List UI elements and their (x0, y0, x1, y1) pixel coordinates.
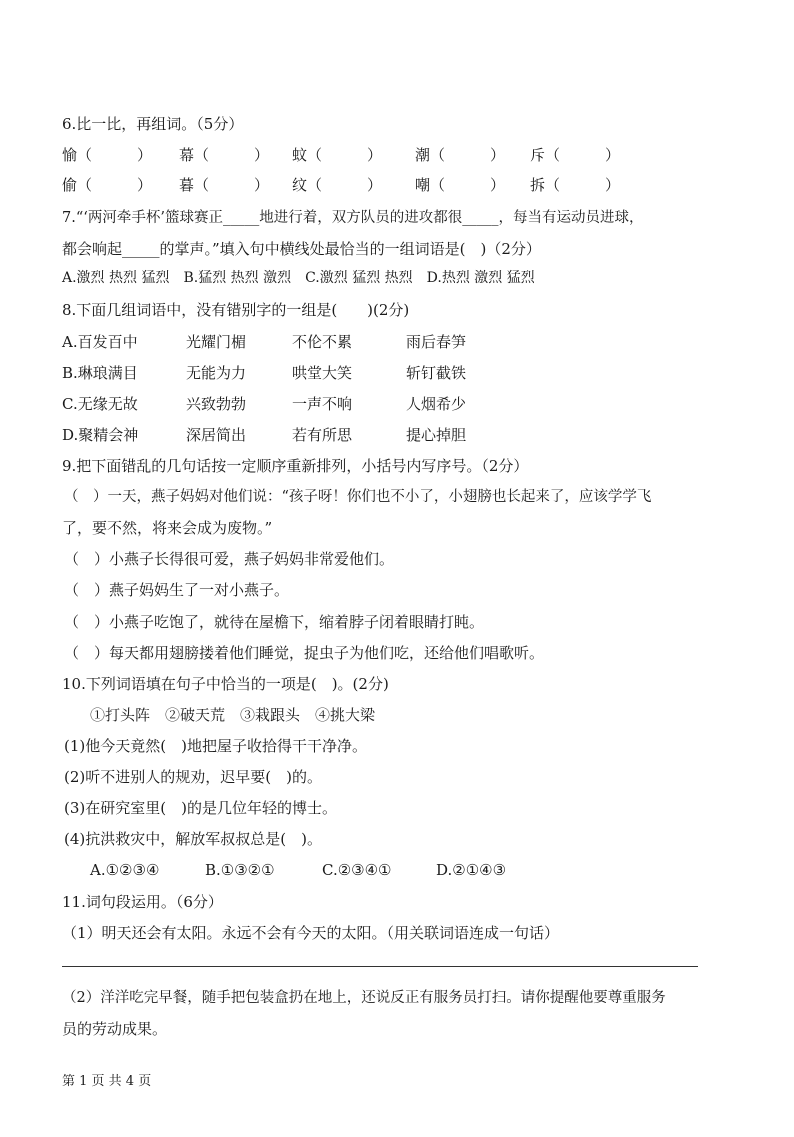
q10-option: C.②③④① (322, 861, 392, 879)
q9-sentence-2: （ ）小燕子长得很可爱，燕子妈妈非常爱他们。 (64, 550, 395, 568)
q7-line-2: 都会响起_____的掌声。”填入句中横线处最恰当的一组词语是( )（2分） (62, 240, 541, 258)
q9-title: 9.把下面错乱的几句话按一定顺序重新排列，小括号内写序号。（2分） (62, 457, 529, 475)
q11-part-1: （1）明天还会有太阳。永远不会有今天的太阳。（用关联词语连成一句话） (62, 924, 560, 942)
q8-word: 深居简出 (186, 426, 247, 444)
q6-cell: 偷（ ） (62, 176, 153, 194)
q10-sentence-1: (1)他今天竟然( )地把屋子收拾得干干净净。 (64, 737, 367, 755)
q6-cell: 嘲（ ） (415, 176, 506, 194)
q8-word: 哄堂大笑 (292, 364, 353, 382)
q10-sentence-2: (2)听不进别人的规劝，迟早要( )的。 (64, 768, 322, 786)
q6-cell: 潮（ ） (415, 146, 506, 164)
q11-part-2b: 员的劳动成果。 (62, 1020, 168, 1038)
q8-word: 提心掉胆 (406, 426, 467, 444)
q10-option: B.①③②① (205, 861, 275, 879)
q8-word: 无能为力 (186, 364, 247, 382)
q8-word: B.琳琅满目 (62, 364, 138, 382)
q9-sentence-1b: 了，要不然，将来会成为废物。” (62, 519, 273, 537)
q10-sentence-4: (4)抗洪救灾中，解放军叔叔总是( )。 (64, 830, 322, 848)
q10-title: 10.下列词语填在句子中恰当的一项是( )。(2分) (62, 675, 389, 693)
answer-line (62, 966, 698, 967)
q10-sentence-3: (3)在研究室里( )的是几位年轻的博士。 (64, 799, 337, 817)
q8-word: A.百发百中 (62, 333, 138, 351)
q6-title: 6.比一比，再组词。（5分） (62, 115, 244, 133)
q8-word: D.聚精会神 (62, 426, 139, 444)
q9-sentence-4: （ ）小燕子吃饱了，就待在屋檐下，缩着脖子闭着眼睛打盹。 (64, 613, 485, 631)
q6-cell: 幕（ ） (179, 146, 270, 164)
q6-cell: 拆（ ） (530, 176, 621, 194)
q9-sentence-1a: （ ）一天，燕子妈妈对他们说：“孩子呀！你们也不小了，小翅膀也长起来了，应该学学飞 (64, 489, 652, 505)
q11-part-2a: （2）洋洋吃完早餐，随手把包装盒扔在地上，还说反正有服务员打扫。请你提醒他要尊重服务 (62, 990, 666, 1006)
q6-cell: 纹（ ） (292, 176, 383, 194)
q9-sentence-3: （ ）燕子妈妈生了一对小燕子。 (64, 581, 290, 599)
q8-word: C.无缘无故 (62, 395, 138, 413)
q8-word: 人烟希少 (406, 395, 467, 413)
q8-word: 兴致勃勃 (186, 395, 247, 413)
q6-cell: 蚊（ ） (292, 146, 383, 164)
q7-options: A.激烈 热烈 猛烈 B.猛烈 热烈 激烈 C.激烈 猛烈 热烈 D.热烈 激烈 猛烈 (62, 270, 535, 286)
q7-line-1: 7.“‘两河牵手杯’篮球赛正_____地进行着，双方队员的进攻都很_____，每当有运动员进球， (62, 210, 644, 226)
q9-sentence-5: （ ）每天都用翅膀搂着他们睡觉，捉虫子为他们吃，还给他们唱歌听。 (64, 644, 545, 662)
q10-option: D.②①④③ (436, 861, 507, 879)
q8-word: 若有所思 (292, 426, 353, 444)
q8-title: 8.下面几组词语中，没有错别字的一组是( )(2分) (62, 301, 410, 319)
q8-word: 斩钉截铁 (406, 364, 467, 382)
q8-word: 光耀门楣 (186, 333, 247, 351)
q8-word: 雨后春笋 (406, 333, 467, 351)
q8-word: 不伦不累 (292, 333, 353, 351)
q6-cell: 愉（ ） (62, 146, 153, 164)
q10-words: ①打头阵 ②破天荒 ③栽跟头 ④挑大梁 (90, 706, 376, 724)
q10-option: A.①②③④ (90, 861, 160, 879)
q11-title: 11.词句段运用。（6分） (62, 893, 223, 911)
q6-cell: 斥（ ） (530, 146, 621, 164)
page-footer: 第 1 页 共 4 页 (62, 1074, 152, 1089)
q8-word: 一声不响 (292, 395, 353, 413)
q6-cell: 暮（ ） (179, 176, 270, 194)
